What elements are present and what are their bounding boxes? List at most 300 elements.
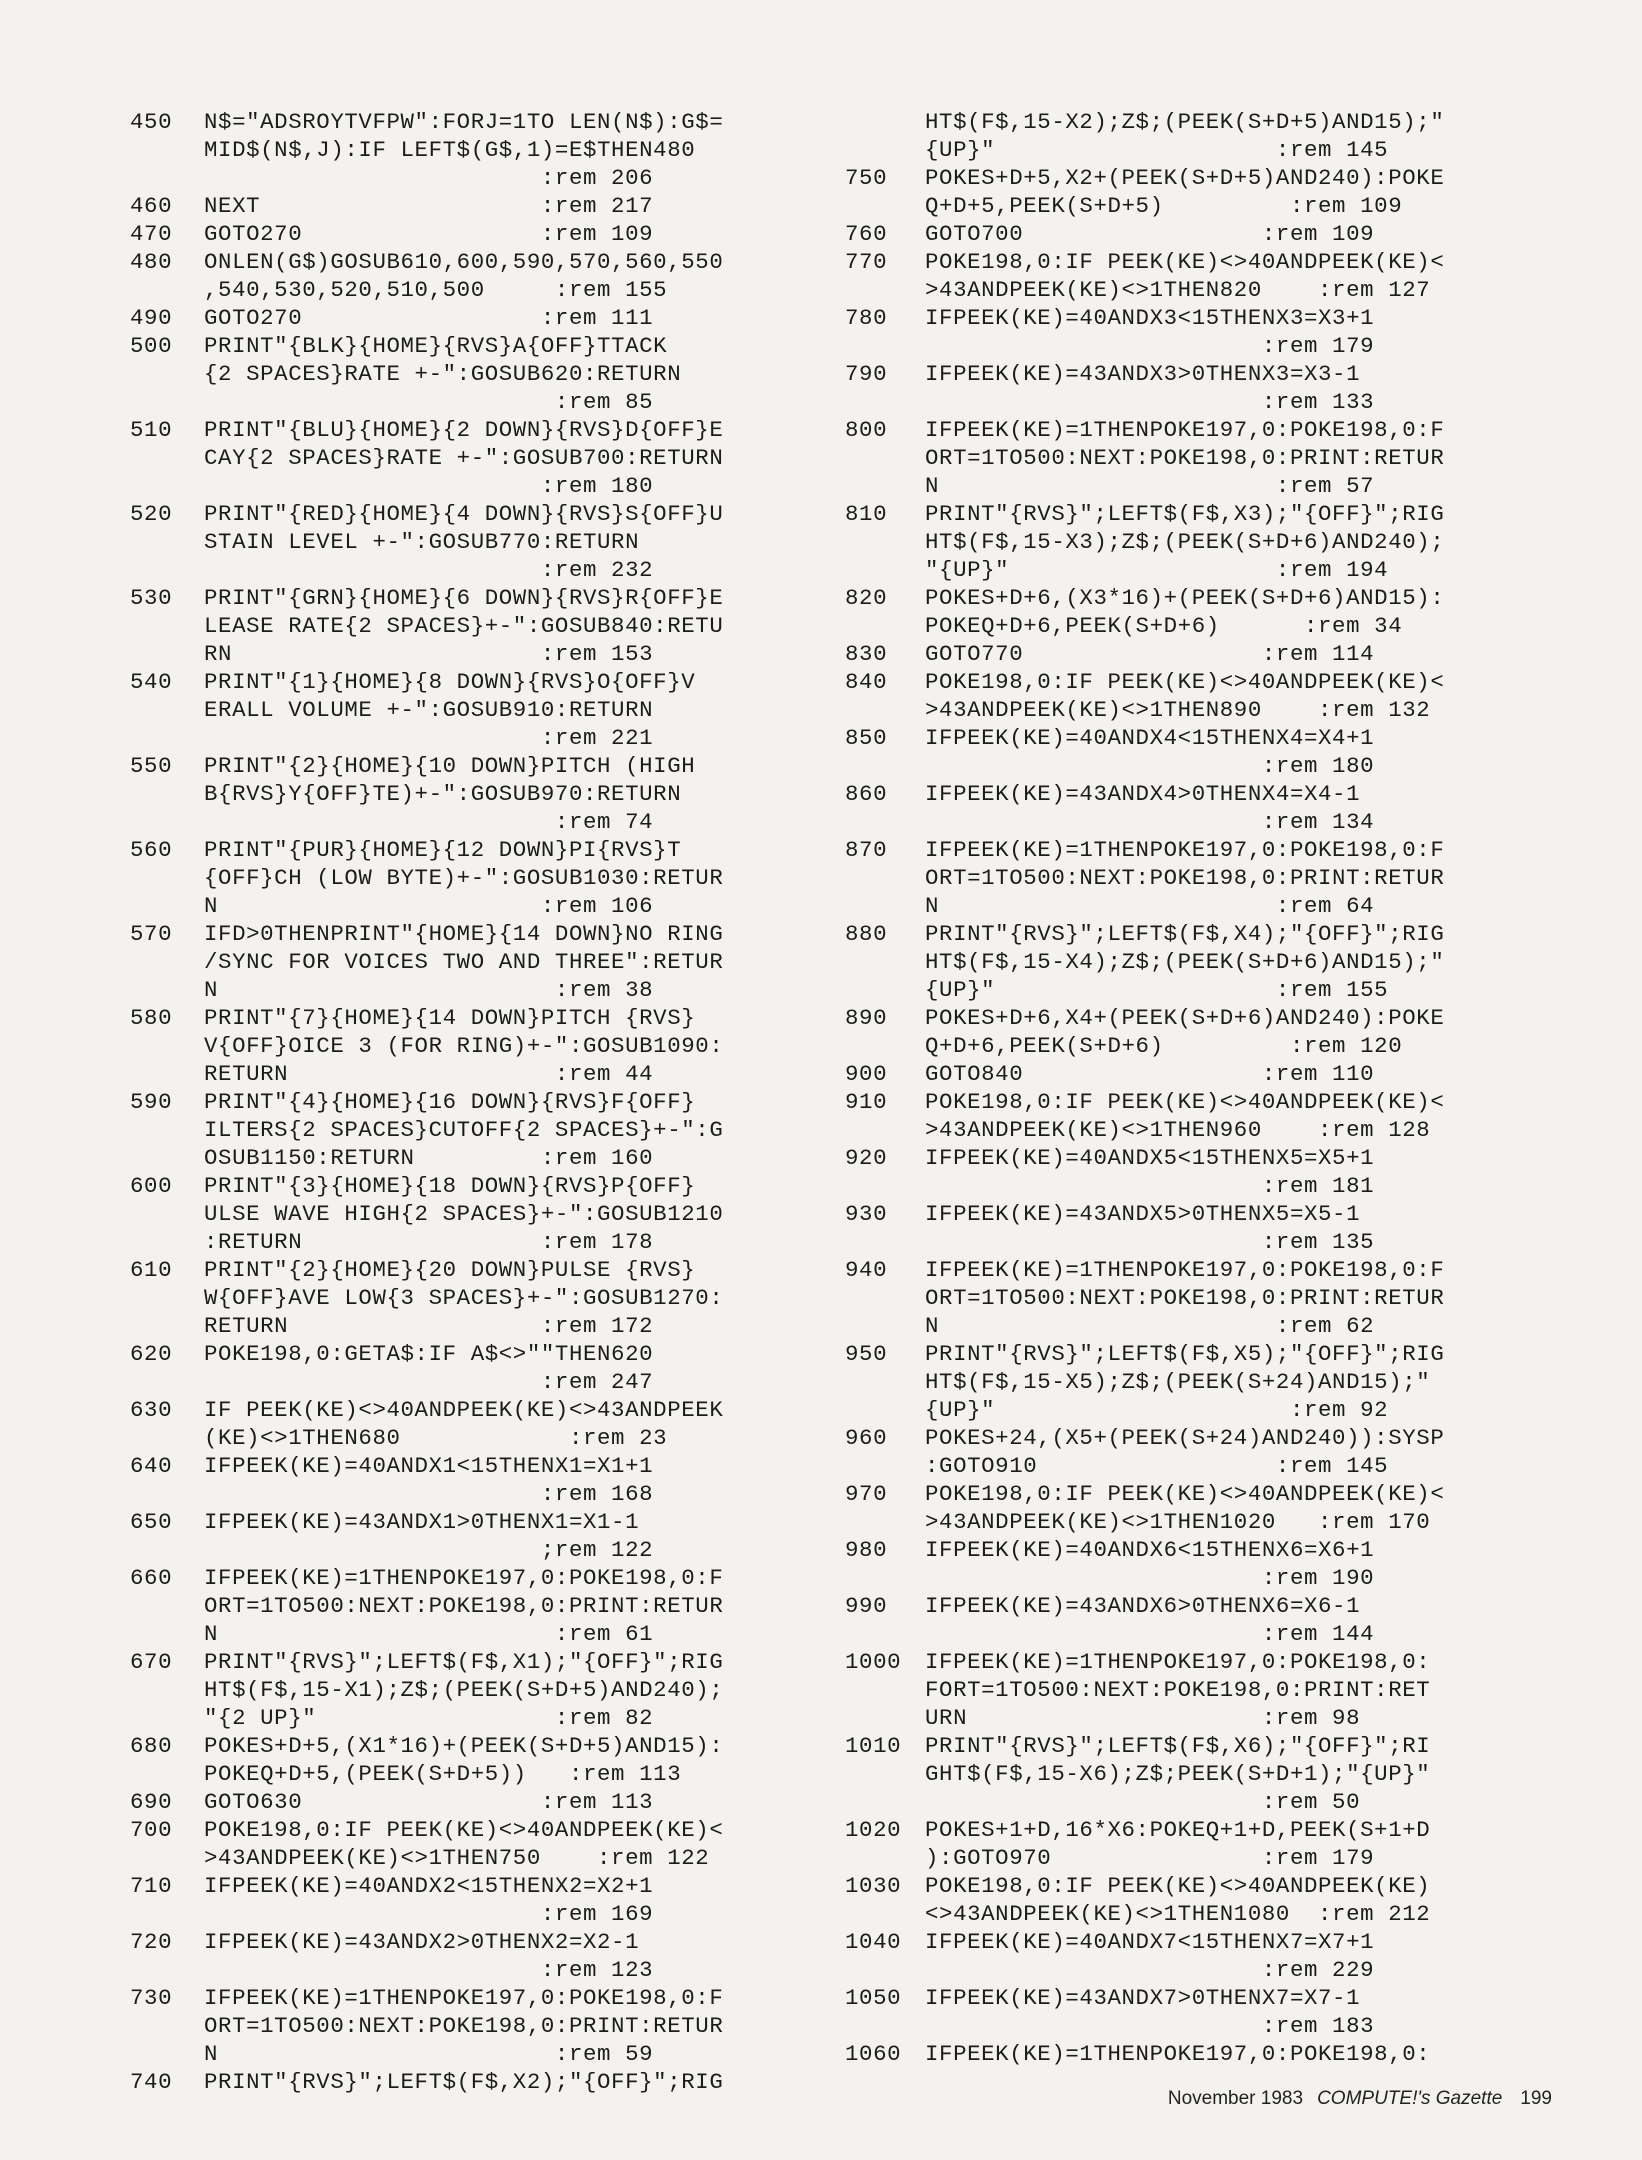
code-text: POKEQ+D+6,PEEK(S+D+6) :rem 34 <box>925 613 1403 639</box>
code-line <box>130 248 810 276</box>
code-line <box>130 752 810 780</box>
code-line <box>130 640 810 668</box>
code-line <box>130 1284 810 1312</box>
code-text: IFPEEK(KE)=43ANDX2>0THENX2=X2-1 <box>204 1929 640 1955</box>
line-number: 920 <box>845 1145 888 1171</box>
code-text: :rem 168 <box>204 1481 654 1507</box>
code-line <box>845 1228 1525 1256</box>
line-number: 970 <box>845 1481 888 1507</box>
code-line <box>845 220 1525 248</box>
code-line <box>130 220 810 248</box>
code-line <box>845 444 1525 472</box>
code-text: PRINT"{4}{HOME}{16 DOWN}{RVS}F{OFF} <box>204 1089 696 1115</box>
code-text: RN :rem 153 <box>204 641 654 667</box>
code-line <box>845 696 1525 724</box>
line-number: 700 <box>130 1817 173 1843</box>
code-line <box>845 1340 1525 1368</box>
code-line <box>130 808 810 836</box>
code-text: PRINT"{1}{HOME}{8 DOWN}{RVS}O{OFF}V <box>204 669 696 695</box>
code-line <box>130 1144 810 1172</box>
code-line <box>845 1480 1525 1508</box>
line-number: 520 <box>130 501 173 527</box>
code-text: /SYNC FOR VOICES TWO AND THREE":RETUR <box>204 949 724 975</box>
code-line <box>845 1928 1525 1956</box>
line-number: 450 <box>130 109 173 135</box>
code-line <box>130 388 810 416</box>
code-text: IFPEEK(KE)=43ANDX5>0THENX5=X5-1 <box>925 1201 1361 1227</box>
code-line <box>845 1060 1525 1088</box>
code-line <box>845 1564 1525 1592</box>
code-line <box>130 416 810 444</box>
code-text: OSUB1150:RETURN :rem 160 <box>204 1145 654 1171</box>
line-number: 680 <box>130 1733 173 1759</box>
code-line <box>845 1816 1525 1844</box>
code-text: >43ANDPEEK(KE)<>1THEN1020 :rem 170 <box>925 1509 1431 1535</box>
line-number: 870 <box>845 837 888 863</box>
line-number: 490 <box>130 305 173 331</box>
line-number: 770 <box>845 249 888 275</box>
code-line <box>845 948 1525 976</box>
code-line <box>845 1172 1525 1200</box>
line-number: 540 <box>130 669 173 695</box>
code-line <box>845 1256 1525 1284</box>
line-number: 1000 <box>845 1649 902 1675</box>
code-text: >43ANDPEEK(KE)<>1THEN750 :rem 122 <box>204 1845 710 1871</box>
code-text: IFPEEK(KE)=40ANDX6<15THENX6=X6+1 <box>925 1537 1375 1563</box>
code-text: IFPEEK(KE)=40ANDX2<15THENX2=X2+1 <box>204 1873 654 1899</box>
code-line <box>845 1312 1525 1340</box>
line-number: 860 <box>845 781 888 807</box>
code-line <box>845 976 1525 1004</box>
code-line <box>845 724 1525 752</box>
code-text: :rem 190 <box>925 1565 1375 1591</box>
code-line <box>845 1452 1525 1480</box>
code-line <box>845 864 1525 892</box>
code-line <box>130 2012 810 2040</box>
code-text: IFPEEK(KE)=40ANDX4<15THENX4=X4+1 <box>925 725 1375 751</box>
code-line <box>130 584 810 612</box>
code-line <box>130 192 810 220</box>
code-text: IFD>0THENPRINT"{HOME}{14 DOWN}NO RING <box>204 921 724 947</box>
code-line <box>130 500 810 528</box>
code-text: PRINT"{3}{HOME}{18 DOWN}{RVS}P{OFF} <box>204 1173 696 1199</box>
code-text: :rem 74 <box>204 809 654 835</box>
code-line <box>845 1676 1525 1704</box>
footer-magazine: COMPUTE!'s Gazette <box>1317 2088 1503 2109</box>
code-line <box>130 1088 810 1116</box>
code-line <box>130 976 810 1004</box>
line-number: 720 <box>130 1929 173 1955</box>
code-line <box>130 472 810 500</box>
code-line <box>130 696 810 724</box>
code-text: N :rem 62 <box>925 1313 1375 1339</box>
code-text: NEXT :rem 217 <box>204 193 654 219</box>
code-line <box>845 612 1525 640</box>
code-text: MID$(N$,J):IF LEFT$(G$,1)=E$THEN480 <box>204 137 696 163</box>
code-text: <>43ANDPEEK(KE)<>1THEN1080 :rem 212 <box>925 1901 1431 1927</box>
code-line <box>845 360 1525 388</box>
code-line <box>845 1508 1525 1536</box>
code-text: IFPEEK(KE)=43ANDX6>0THENX6=X6-1 <box>925 1593 1361 1619</box>
code-line <box>130 1396 810 1424</box>
line-number: 780 <box>845 305 888 331</box>
code-text: N :rem 57 <box>925 473 1375 499</box>
code-text: :rem 135 <box>925 1229 1375 1255</box>
code-text: V{OFF}OICE 3 (FOR RING)+-":GOSUB1090: <box>204 1033 724 1059</box>
code-text: ERALL VOLUME +-":GOSUB910:RETURN <box>204 697 654 723</box>
code-text: PRINT"{GRN}{HOME}{6 DOWN}{RVS}R{OFF}E <box>204 585 724 611</box>
code-text: {UP}" :rem 145 <box>925 137 1389 163</box>
code-text: PRINT"{RVS}";LEFT$(F$,X5);"{OFF}";RIG <box>925 1341 1445 1367</box>
code-text: PRINT"{2}{HOME}{20 DOWN}PULSE {RVS} <box>204 1257 696 1283</box>
line-number: 660 <box>130 1565 173 1591</box>
code-line <box>845 1368 1525 1396</box>
line-number: 550 <box>130 753 173 779</box>
code-text: IFPEEK(KE)=43ANDX3>0THENX3=X3-1 <box>925 361 1361 387</box>
code-text: HT$(F$,15-X2);Z$;(PEEK(S+D+5)AND15);" <box>925 109 1445 135</box>
line-number: 570 <box>130 921 173 947</box>
code-text: ILTERS{2 SPACES}CUTOFF{2 SPACES}+-":G <box>204 1117 724 1143</box>
code-line <box>845 1592 1525 1620</box>
code-line <box>845 108 1525 136</box>
code-line <box>845 780 1525 808</box>
line-number: 610 <box>130 1257 173 1283</box>
code-text: N :rem 64 <box>925 893 1375 919</box>
code-line <box>130 1620 810 1648</box>
code-line <box>845 528 1525 556</box>
code-line <box>130 1704 810 1732</box>
line-number: 480 <box>130 249 173 275</box>
line-number: 1010 <box>845 1733 902 1759</box>
code-text: LEASE RATE{2 SPACES}+-":GOSUB840:RETU <box>204 613 724 639</box>
code-line <box>845 416 1525 444</box>
code-text: ULSE WAVE HIGH{2 SPACES}+-":GOSUB1210 <box>204 1201 724 1227</box>
code-line <box>845 2040 1525 2068</box>
code-text: >43ANDPEEK(KE)<>1THEN820 :rem 127 <box>925 277 1431 303</box>
code-text: :rem 123 <box>204 1957 654 1983</box>
code-text: POKE198,0:IF PEEK(KE)<>40ANDPEEK(KE)< <box>925 1481 1445 1507</box>
code-line <box>130 668 810 696</box>
code-text: :rem 179 <box>925 333 1375 359</box>
code-text: N :rem 59 <box>204 2041 654 2067</box>
code-line <box>845 136 1525 164</box>
code-text: ONLEN(G$)GOSUB610,600,590,570,560,550 <box>204 249 724 275</box>
line-number: 710 <box>130 1873 173 1899</box>
code-text: :rem 169 <box>204 1901 654 1927</box>
code-line <box>130 836 810 864</box>
code-line <box>130 1788 810 1816</box>
code-line <box>130 780 810 808</box>
line-number: 510 <box>130 417 173 443</box>
code-text: :GOTO910 :rem 145 <box>925 1453 1389 1479</box>
code-line <box>130 1256 810 1284</box>
code-line <box>130 2040 810 2068</box>
code-line <box>130 612 810 640</box>
line-number: 640 <box>130 1453 173 1479</box>
code-line <box>845 164 1525 192</box>
code-line <box>845 1704 1525 1732</box>
line-number: 940 <box>845 1257 888 1283</box>
code-line <box>845 1788 1525 1816</box>
line-number: 590 <box>130 1089 173 1115</box>
code-text: GOTO770 :rem 114 <box>925 641 1375 667</box>
code-line <box>845 584 1525 612</box>
code-line <box>130 1032 810 1060</box>
code-text: URN :rem 98 <box>925 1705 1361 1731</box>
code-text: (KE)<>1THEN680 :rem 23 <box>204 1425 668 1451</box>
code-text: HT$(F$,15-X1);Z$;(PEEK(S+D+5)AND240); <box>204 1677 724 1703</box>
code-text: GOTO700 :rem 109 <box>925 221 1375 247</box>
line-number: 790 <box>845 361 888 387</box>
code-text: IFPEEK(KE)=40ANDX3<15THENX3=X3+1 <box>925 305 1375 331</box>
code-text: :rem 206 <box>204 165 654 191</box>
code-text: :rem 247 <box>204 1369 654 1395</box>
code-text: IFPEEK(KE)=40ANDX7<15THENX7=X7+1 <box>925 1929 1375 1955</box>
code-text: :rem 181 <box>925 1173 1375 1199</box>
code-line <box>130 1312 810 1340</box>
line-number: 750 <box>845 165 888 191</box>
code-text: ORT=1TO500:NEXT:POKE198,0:PRINT:RETUR <box>204 2013 724 2039</box>
code-text: POKE198,0:GETA$:IF A$<>""THEN620 <box>204 1341 654 1367</box>
line-number: 580 <box>130 1005 173 1031</box>
code-line <box>130 304 810 332</box>
code-line <box>845 1984 1525 2012</box>
line-number: 850 <box>845 725 888 751</box>
code-line <box>845 1116 1525 1144</box>
code-text: IFPEEK(KE)=1THENPOKE197,0:POKE198,0:F <box>925 1257 1445 1283</box>
code-text: POKE198,0:IF PEEK(KE)<>40ANDPEEK(KE)< <box>204 1817 724 1843</box>
line-number: 500 <box>130 333 173 359</box>
code-text: PRINT"{RED}{HOME}{4 DOWN}{RVS}S{OFF}U <box>204 501 724 527</box>
code-text: IFPEEK(KE)=1THENPOKE197,0:POKE198,0:F <box>204 1985 724 2011</box>
code-line <box>130 332 810 360</box>
code-line <box>845 752 1525 780</box>
line-number: 740 <box>130 2069 173 2095</box>
code-line <box>130 1228 810 1256</box>
code-text: PRINT"{RVS}";LEFT$(F$,X3);"{OFF}";RIG <box>925 501 1445 527</box>
line-number: 670 <box>130 1649 173 1675</box>
code-text: IFPEEK(KE)=43ANDX4>0THENX4=X4-1 <box>925 781 1361 807</box>
code-line <box>130 164 810 192</box>
code-text: GOTO270 :rem 109 <box>204 221 654 247</box>
code-text: POKES+D+5,(X1*16)+(PEEK(S+D+5)AND15): <box>204 1733 724 1759</box>
code-text: POKES+D+6,X4+(PEEK(S+D+6)AND240):POKE <box>925 1005 1445 1031</box>
code-text: N :rem 106 <box>204 893 654 919</box>
code-text: PRINT"{BLU}{HOME}{2 DOWN}{RVS}D{OFF}E <box>204 417 724 443</box>
code-text: W{OFF}AVE LOW{3 SPACES}+-":GOSUB1270: <box>204 1285 724 1311</box>
line-number: 840 <box>845 669 888 695</box>
code-text: GHT$(F$,15-X6);Z$;PEEK(S+D+1);"{UP}" <box>925 1761 1431 1787</box>
code-text: IFPEEK(KE)=40ANDX1<15THENX1=X1+1 <box>204 1453 654 1479</box>
code-line <box>130 1844 810 1872</box>
line-number: 950 <box>845 1341 888 1367</box>
line-number: 900 <box>845 1061 888 1087</box>
code-text: {OFF}CH (LOW BYTE)+-":GOSUB1030:RETUR <box>204 865 724 891</box>
code-text: IFPEEK(KE)=1THENPOKE197,0:POKE198,0: <box>925 1649 1431 1675</box>
line-number: 830 <box>845 641 888 667</box>
code-line <box>130 1648 810 1676</box>
code-line <box>130 1424 810 1452</box>
code-line <box>845 1732 1525 1760</box>
code-text: ORT=1TO500:NEXT:POKE198,0:PRINT:RETUR <box>204 1593 724 1619</box>
code-line <box>130 276 810 304</box>
code-line <box>130 1872 810 1900</box>
code-line <box>130 1508 810 1536</box>
code-text: POKE198,0:IF PEEK(KE)<>40ANDPEEK(KE) <box>925 1873 1431 1899</box>
code-text: {2 SPACES}RATE +-":GOSUB620:RETURN <box>204 361 682 387</box>
code-text: POKES+D+5,X2+(PEEK(S+D+5)AND240):POKE <box>925 165 1445 191</box>
code-line <box>845 388 1525 416</box>
code-text: :rem 134 <box>925 809 1375 835</box>
code-text: RETURN :rem 172 <box>204 1313 654 1339</box>
line-number: 560 <box>130 837 173 863</box>
line-number: 930 <box>845 1201 888 1227</box>
code-line <box>130 1172 810 1200</box>
code-line <box>130 864 810 892</box>
code-line <box>130 528 810 556</box>
code-line <box>845 500 1525 528</box>
code-text: >43ANDPEEK(KE)<>1THEN890 :rem 132 <box>925 697 1431 723</box>
code-line <box>130 1732 810 1760</box>
code-line <box>130 920 810 948</box>
code-text: ;rem 122 <box>204 1537 654 1563</box>
code-line <box>130 1200 810 1228</box>
code-line <box>845 1760 1525 1788</box>
code-text: GOTO840 :rem 110 <box>925 1061 1375 1087</box>
line-number: 690 <box>130 1789 173 1815</box>
code-line <box>845 1872 1525 1900</box>
code-text: STAIN LEVEL +-":GOSUB770:RETURN <box>204 529 640 555</box>
code-line <box>130 556 810 584</box>
code-text: :RETURN :rem 178 <box>204 1229 654 1255</box>
code-text: "{UP}" :rem 194 <box>925 557 1389 583</box>
line-number: 530 <box>130 585 173 611</box>
code-line <box>845 1536 1525 1564</box>
code-line <box>845 1004 1525 1032</box>
code-text: POKES+24,(X5+(PEEK(S+24)AND240)):SYSP <box>925 1425 1445 1451</box>
code-text: IF PEEK(KE)<>40ANDPEEK(KE)<>43ANDPEEK <box>204 1397 724 1423</box>
code-line <box>130 1340 810 1368</box>
code-text: ORT=1TO500:NEXT:POKE198,0:PRINT:RETUR <box>925 445 1445 471</box>
line-number: 470 <box>130 221 173 247</box>
line-number: 980 <box>845 1537 888 1563</box>
code-line <box>845 472 1525 500</box>
code-text: ORT=1TO500:NEXT:POKE198,0:PRINT:RETUR <box>925 1285 1445 1311</box>
code-text: :rem 180 <box>204 473 654 499</box>
line-number: 600 <box>130 1173 173 1199</box>
code-line <box>845 1648 1525 1676</box>
line-number: 1060 <box>845 2041 902 2067</box>
line-number: 890 <box>845 1005 888 1031</box>
code-line <box>845 248 1525 276</box>
line-number: 800 <box>845 417 888 443</box>
code-line <box>130 1004 810 1032</box>
code-line <box>130 1928 810 1956</box>
code-text: PRINT"{RVS}";LEFT$(F$,X1);"{OFF}";RIG <box>204 1649 724 1675</box>
code-line <box>845 556 1525 584</box>
line-number: 650 <box>130 1509 173 1535</box>
code-text: ):GOTO970 :rem 179 <box>925 1845 1375 1871</box>
code-line <box>130 724 810 752</box>
code-text: CAY{2 SPACES}RATE +-":GOSUB700:RETURN <box>204 445 724 471</box>
code-text: GOTO630 :rem 113 <box>204 1789 654 1815</box>
line-number: 910 <box>845 1089 888 1115</box>
code-line <box>845 1144 1525 1172</box>
code-text: POKE198,0:IF PEEK(KE)<>40ANDPEEK(KE)< <box>925 249 1445 275</box>
code-line <box>130 2068 810 2096</box>
code-text: N :rem 61 <box>204 1621 654 1647</box>
code-text: N$="ADSROYTVFPW":FORJ=1TO LEN(N$):G$= <box>204 109 724 135</box>
code-text: IFPEEK(KE)=1THENPOKE197,0:POKE198,0: <box>925 2041 1431 2067</box>
code-text: >43ANDPEEK(KE)<>1THEN960 :rem 128 <box>925 1117 1431 1143</box>
code-line <box>130 1452 810 1480</box>
code-line <box>130 1368 810 1396</box>
code-text: Q+D+5,PEEK(S+D+5) :rem 109 <box>925 193 1403 219</box>
code-text: PRINT"{RVS}";LEFT$(F$,X6);"{OFF}";RI <box>925 1733 1431 1759</box>
code-text: HT$(F$,15-X4);Z$;(PEEK(S+D+6)AND15);" <box>925 949 1445 975</box>
footer-date: November 1983 <box>1167 2088 1304 2109</box>
code-text: ,540,530,520,510,500 :rem 155 <box>204 277 668 303</box>
footer-page-number: 199 <box>1520 2088 1552 2109</box>
code-text: PRINT"{PUR}{HOME}{12 DOWN}PI{RVS}T <box>204 837 682 863</box>
code-line <box>845 1424 1525 1452</box>
code-text: POKES+D+6,(X3*16)+(PEEK(S+D+6)AND15): <box>925 585 1445 611</box>
line-number: 880 <box>845 921 888 947</box>
listing-right-column <box>845 108 1525 2068</box>
code-line <box>845 192 1525 220</box>
code-text: IFPEEK(KE)=1THENPOKE197,0:POKE198,0:F <box>925 837 1445 863</box>
code-line <box>130 1116 810 1144</box>
code-text: :rem 50 <box>925 1789 1361 1815</box>
code-line <box>845 1844 1525 1872</box>
code-text: IFPEEK(KE)=40ANDX5<15THENX5=X5+1 <box>925 1145 1375 1171</box>
code-line <box>130 444 810 472</box>
line-number: 1050 <box>845 1985 902 2011</box>
line-number: 730 <box>130 1985 173 2011</box>
code-line <box>130 1956 810 1984</box>
code-line <box>130 1984 810 2012</box>
code-line <box>845 808 1525 836</box>
code-text: :rem 133 <box>925 389 1375 415</box>
code-text: POKE198,0:IF PEEK(KE)<>40ANDPEEK(KE)< <box>925 1089 1445 1115</box>
code-text: :rem 183 <box>925 2013 1375 2039</box>
code-text: GOTO270 :rem 111 <box>204 305 654 331</box>
code-line <box>845 2012 1525 2040</box>
code-line <box>130 1760 810 1788</box>
code-line <box>130 1816 810 1844</box>
code-line <box>845 640 1525 668</box>
code-text: IFPEEK(KE)=43ANDX1>0THENX1=X1-1 <box>204 1509 640 1535</box>
code-text: PRINT"{RVS}";LEFT$(F$,X2);"{OFF}";RIG <box>204 2069 724 2095</box>
code-text: IFPEEK(KE)=1THENPOKE197,0:POKE198,0:F <box>204 1565 724 1591</box>
code-text: ORT=1TO500:NEXT:POKE198,0:PRINT:RETUR <box>925 865 1445 891</box>
code-text: :rem 229 <box>925 1957 1375 1983</box>
code-text: Q+D+6,PEEK(S+D+6) :rem 120 <box>925 1033 1403 1059</box>
code-text: :rem 232 <box>204 557 654 583</box>
line-number: 620 <box>130 1341 173 1367</box>
code-line <box>845 1900 1525 1928</box>
listing-left-column <box>130 108 810 2096</box>
code-text: :rem 180 <box>925 753 1375 779</box>
line-number: 760 <box>845 221 888 247</box>
code-line <box>130 1900 810 1928</box>
code-text: :rem 85 <box>204 389 654 415</box>
code-text: :rem 144 <box>925 1621 1375 1647</box>
code-text: :rem 221 <box>204 725 654 751</box>
code-line <box>845 304 1525 332</box>
line-number: 460 <box>130 193 173 219</box>
code-text: IFPEEK(KE)=43ANDX7>0THENX7=X7-1 <box>925 1985 1361 2011</box>
